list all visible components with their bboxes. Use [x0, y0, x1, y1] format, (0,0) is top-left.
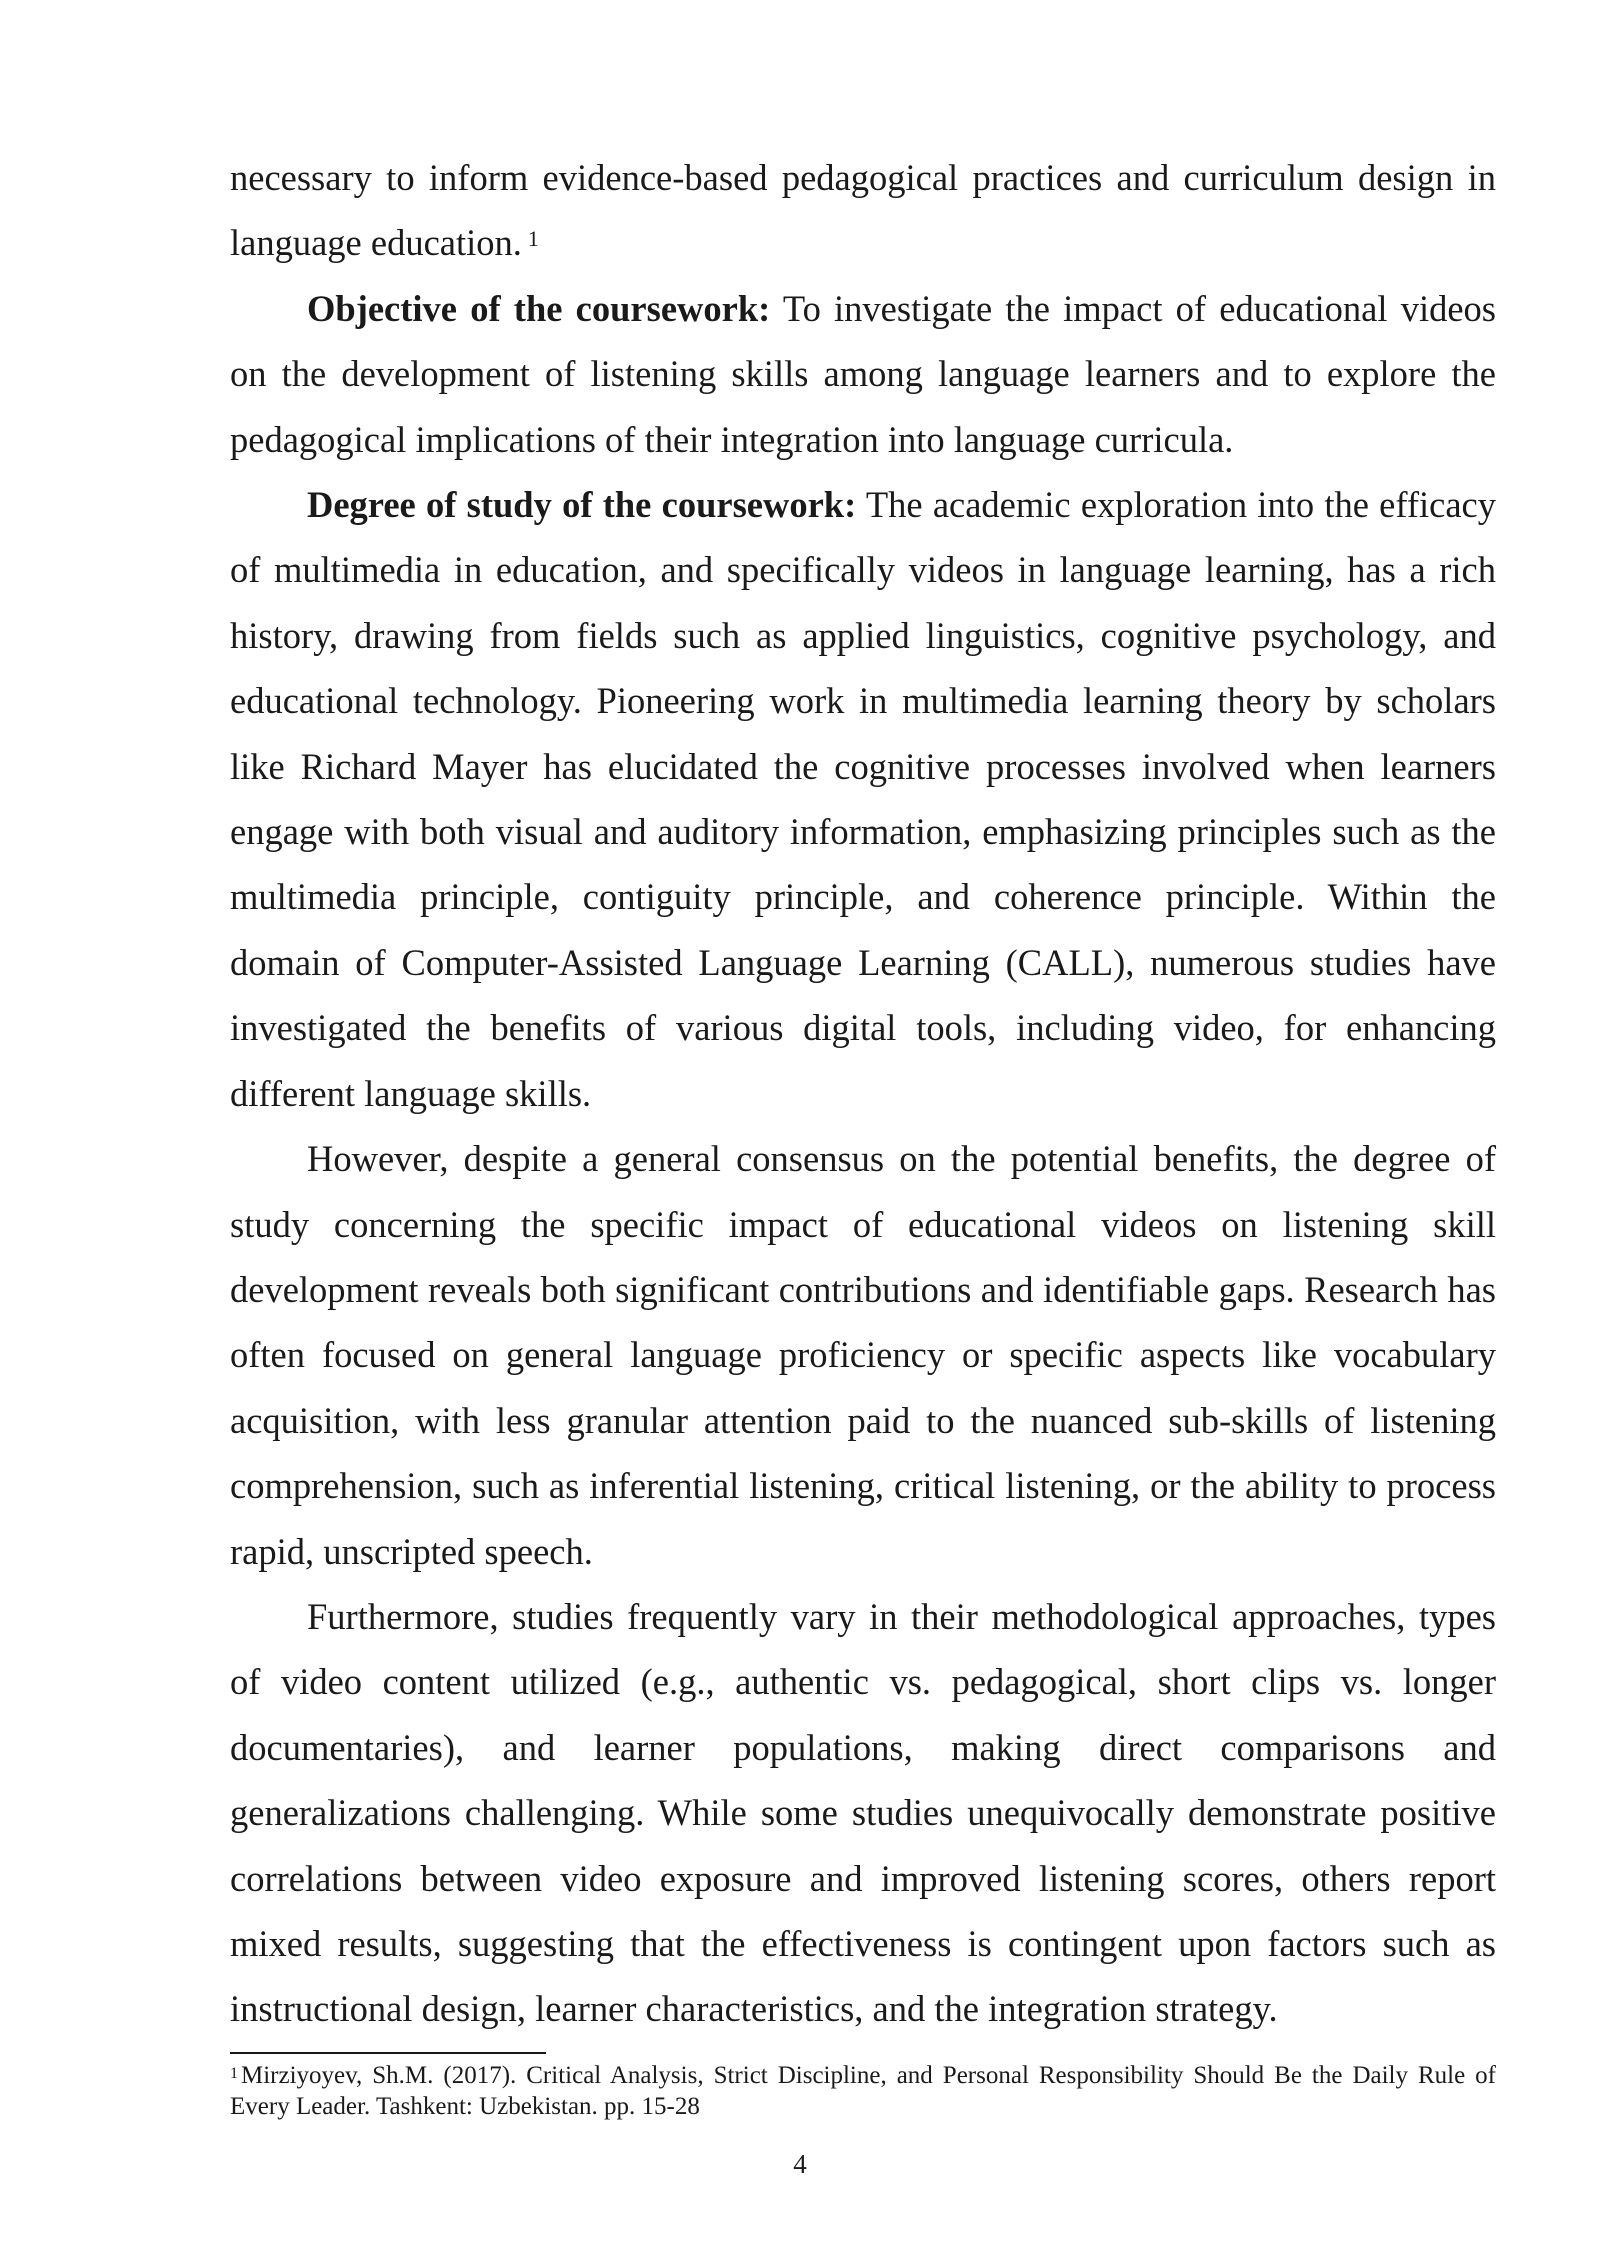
- paragraph-continuation: [230, 145, 1496, 276]
- paragraph-text: To investigate the impact of educational videos on the development of listening skills among language learners and to explore the pedagogical implications of their integration into language curricula.: [230, 287, 1496, 460]
- paragraph-degree-of-study: [230, 472, 1496, 1126]
- paragraph-objective: [230, 276, 1496, 472]
- paragraph-however: [230, 1126, 1496, 1584]
- paragraph-text: The academic exploration into the efficacy of multimedia in education, and specifically videos in language learning, has a rich history, drawing from fields such as applied linguistics, cognitive psychology, and educational technology. Pioneering work in multimedia learning theory by scholars like Richard Mayer has elucidated the cognitive processes involved when learners engage with both visual and auditory information, emphasizing principles such as the multimedia principle, contiguity principle, and coherence principle. Within the domain of Computer-Assisted Language Learning (CALL), numerous studies have investigated the benefits of various digital tools, including video, for enhancing different language skills.: [230, 484, 1496, 1114]
- footnote-text: Mirziyoyev, Sh.M. (2017). Critical Analysis, Strict Discipline, and Personal Responsibility Should Be the Daily Rule of Every Leader. Tashkent: Uzbekistan. pp. 15-28: [230, 2062, 1496, 2120]
- footnote-mark: 1: [230, 2065, 238, 2082]
- page-number: 4: [793, 2149, 807, 2179]
- footnote-reference: 1: [527, 226, 539, 252]
- footnote-separator: [230, 2052, 546, 2054]
- paragraph-text: However, despite a general consensus on the potential benefits, the degree of study concerning the specific impact of educational videos on listening skill development reveals both significant contributions and identifiable gaps. Research has often focused on general language proficiency or specific aspects like vocabulary acquisition, with less granular attention paid to the nuanced sub-skills of listening comprehension, such as inferential listening, critical listening, or the ability to process rapid, unscripted speech.: [230, 1138, 1496, 1572]
- paragraph-furthermore: [230, 1584, 1496, 2042]
- paragraph-heading: Objective of the coursework:: [307, 287, 771, 329]
- paragraph-text: necessary to inform evidence-based pedagogical practices and curriculum design in language education.: [230, 157, 1496, 264]
- paragraph-heading: Degree of study of the coursework:: [307, 484, 857, 526]
- footnote: [230, 2060, 1496, 2122]
- body-text: [230, 145, 1496, 2042]
- paragraph-text: Furthermore, studies frequently vary in their methodological approaches, types of video content utilized (e.g., authentic vs. pedagogical, short clips vs. longer documentaries), and learner populations, making direct comparisons and generalizations challenging. While some studies unequivocally demonstrate positive correlations between video exposure and improved listening scores, others report mixed results, suggesting that the effectiveness is contingent upon factors such as instructional design, learner characteristics, and the integration strategy.: [230, 1595, 1496, 2030]
